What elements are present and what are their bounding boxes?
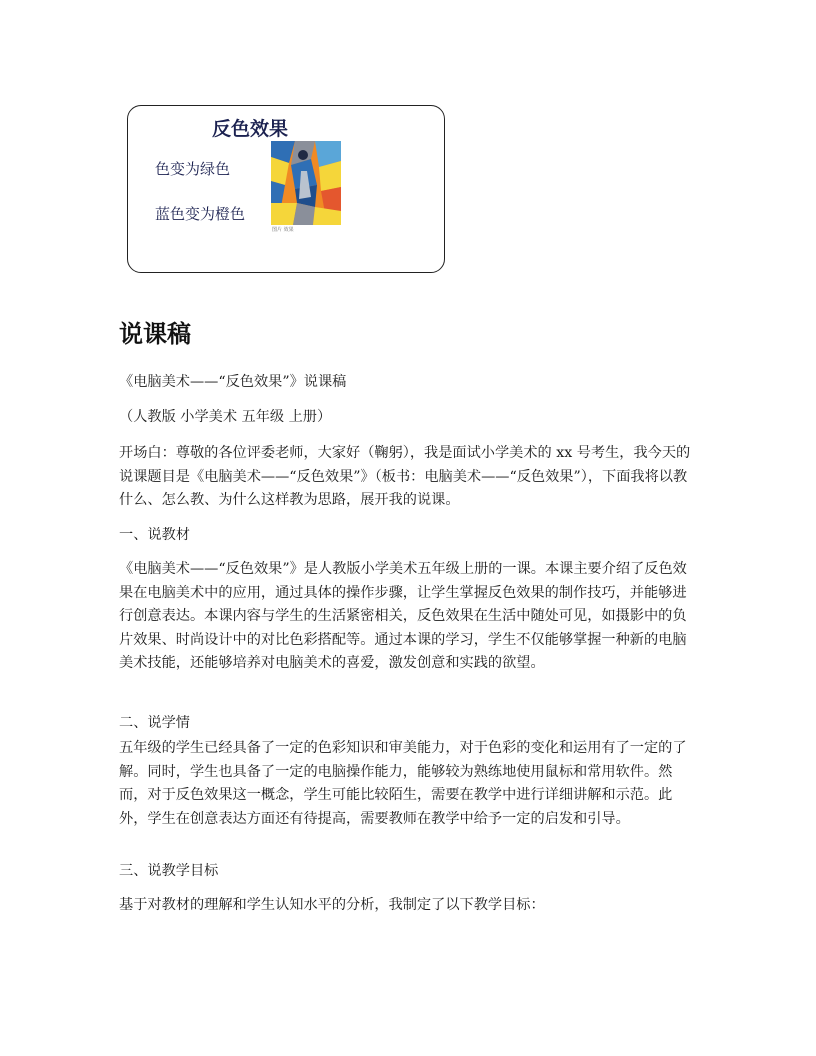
section-heading-objectives: 三、说教学目标 <box>119 863 219 879</box>
opening-paragraph: 开场白：尊敬的各位评委老师，大家好（鞠躬），我是面试小学美术的 xx 号考生，我今天的说课题目是《电脑美术——“反色效果”》（板书：电脑美术——“反色效果”），下面我将以教什么、怎么教、为什么这样教为思路，展开我的说课。 <box>119 445 691 509</box>
objectives-paragraph: 基于对教材的理解和学生认知水平的分析，我制定了以下教学目标： <box>119 897 545 913</box>
document-title: 《电脑美术——“反色效果”》说课稿 <box>119 374 347 390</box>
students-paragraph: 五年级的学生已经具备了一定的色彩知识和审美能力，对于色彩的变化和运用有了一定的了解。同时，学生也具备了一定的电脑操作能力，能够较为熟练地使用鼠标和常用软件。然而，对于反色效果这一概念，学生可能比较陌生，需要在教学中进行详细讲解和示范。此外，学生在创意表达方面还有待提高，需要教师在教学中给予一定的启发和引导。 <box>119 740 687 827</box>
section-heading-textbook: 一、说教材 <box>119 527 190 543</box>
card-line-green: 色变为绿色 <box>155 160 231 178</box>
artwork-caption: 图片 效果 <box>272 227 294 233</box>
textbook-paragraph: 《电脑美术——“反色效果”》是人教版小学美术五年级上册的一课。本课主要介绍了反色效果在电脑美术中的应用，通过具体的操作步骤，让学生掌握反色效果的制作技巧，并能够进行创意表达。本课内容与学生的生活紧密相关，反色效果在生活中随处可见，如摄影中的负片效果、时尚设计中的对比色彩搭配等。通过本课的学习，学生不仅能够掌握一种新的电脑美术技能，还能够培养对电脑美术的喜爱，激发创意和实践的欲望。 <box>119 561 687 672</box>
edition-line: （人教版 小学美术 五年级 上册） <box>119 409 332 425</box>
card-title: 反色效果 <box>212 118 289 140</box>
card-line-orange: 蓝色变为橙色 <box>155 205 246 223</box>
inverted-color-painting-icon <box>271 141 341 225</box>
section-heading-students: 二、说学情 <box>119 715 190 731</box>
illustration-card <box>127 105 445 273</box>
page-heading: 说课稿 <box>119 320 191 348</box>
